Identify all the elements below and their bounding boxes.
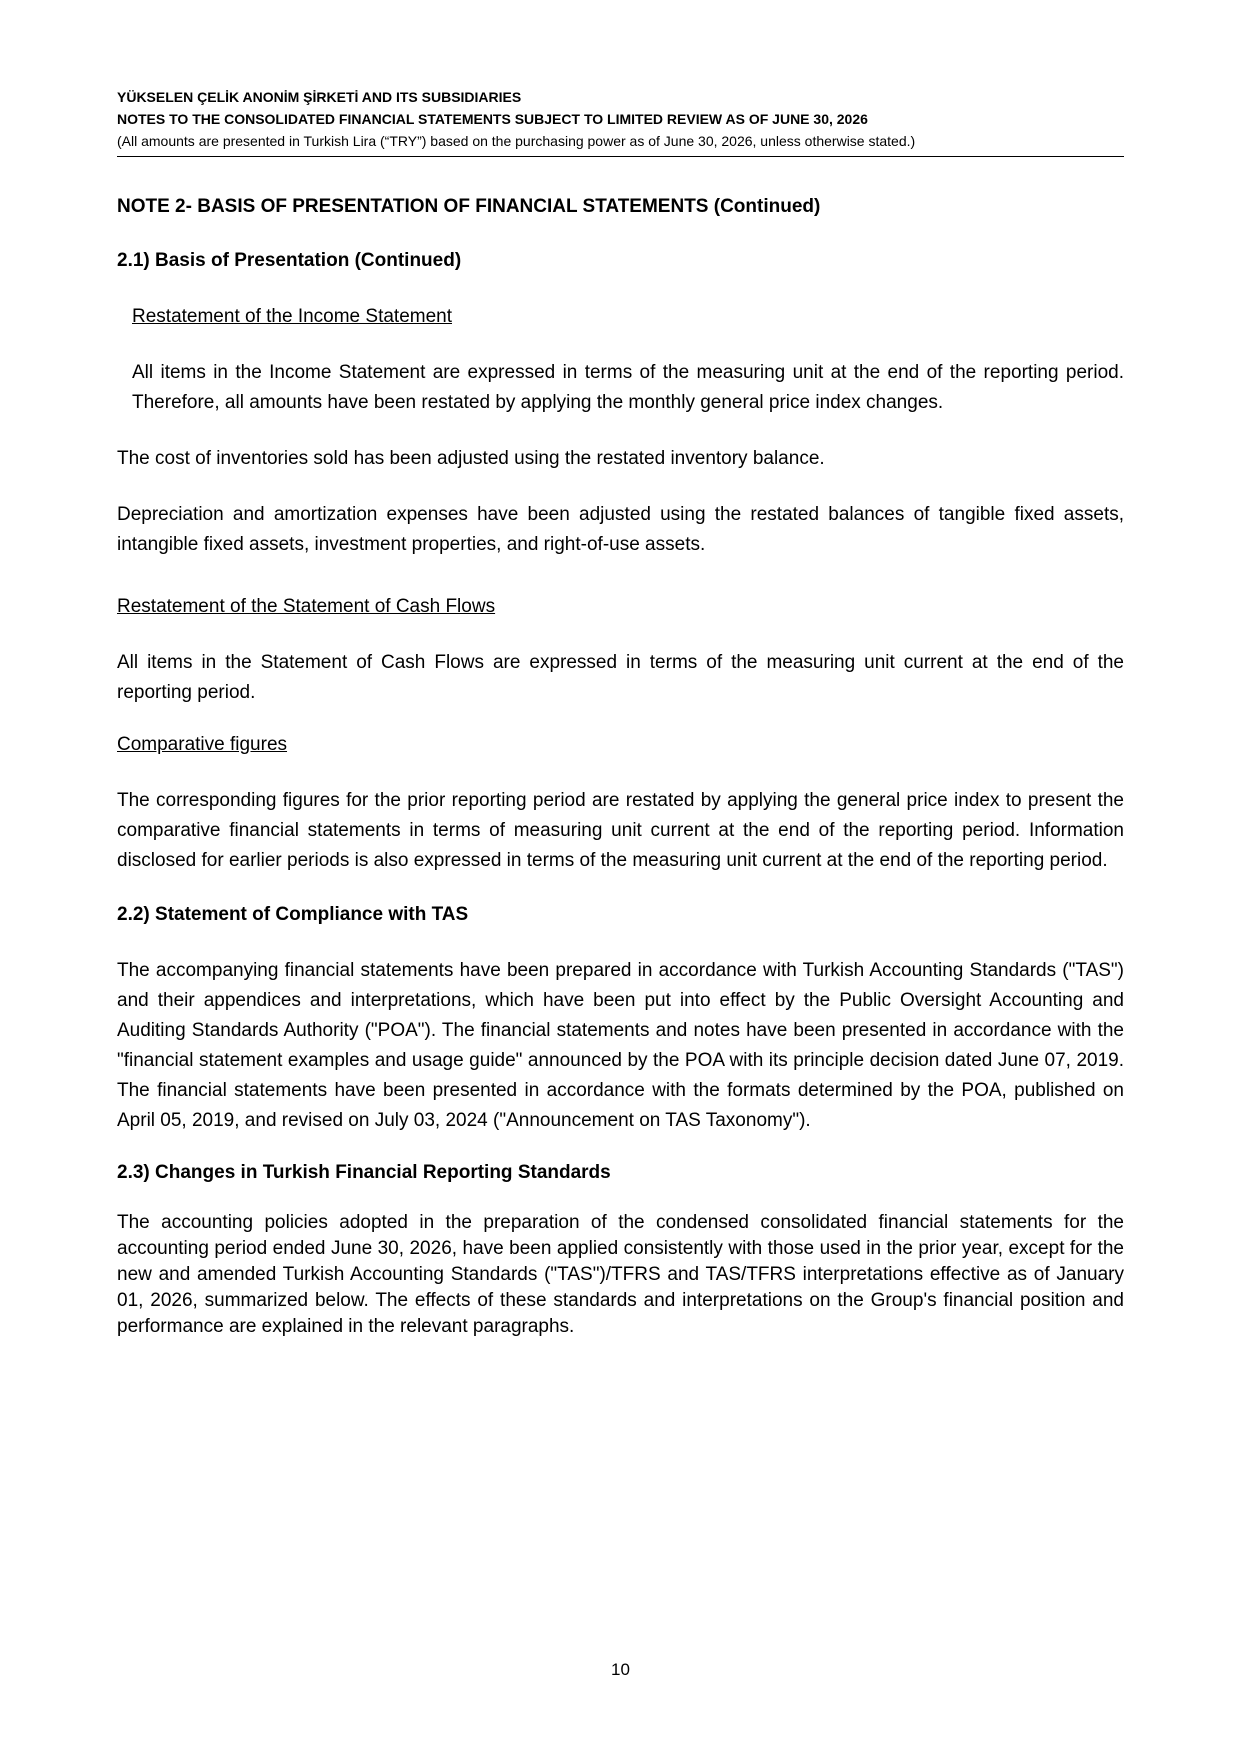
section-2-1-heading: 2.1) Basis of Presentation (Continued) xyxy=(117,250,462,271)
cash-flows-heading: Restatement of the Statement of Cash Flows xyxy=(117,596,496,617)
tfrs-changes-paragraph: The accounting policies adopted in the preparation of the condensed consolidated financial statements for the accounting period ended June 30, 2026, have been applied consistently with those used in the prior year, except for the new and amended Turkish Accounting Standards ("TAS")/TFRS and TAS/TFRS interpretations effective as of January 01, 2026, summarized below. The effects of these standards and interpretations on the Group's financial position and performance are explained in the relevant paragraphs. xyxy=(117,1212,1124,1337)
page-header xyxy=(117,86,1124,157)
company-name: YÜKSELEN ÇELİK ANONİM ŞİRKETİ AND ITS SUBSIDIARIES xyxy=(117,89,522,105)
comparative-figures-paragraph: The corresponding figures for the prior reporting period are restated by applying the general price index to present the comparative financial statements in terms of measuring unit current at the end of the reporting period. Information disclosed for earlier periods is also expressed in terms of the measuring unit current at the end of the reporting period. xyxy=(117,790,1124,871)
income-paragraph-1: All items in the Income Statement are expressed in terms of the measuring unit at the end of the reporting period. Therefore, all amounts have been restated by applying the monthly general price index changes. xyxy=(132,362,1124,413)
note-heading: NOTE 2- BASIS OF PRESENTATION OF FINANCIAL STATEMENTS (Continued) xyxy=(117,196,821,217)
compliance-paragraph: The accompanying financial statements have been prepared in accordance with Turkish Accounting Standards ("TAS") and their appendices and interpretations, which have been put into effect by the Public Oversight Accounting and Auditing Standards Authority ("POA"). The financial statements and notes have been presented in accordance with the "financial statement examples and usage guide" announced by the POA with its principle decision dated June 07, 2019. The financial statements have been presented in accordance with the formats determined by the POA, published on April 05, 2019, and revised on July 03, 2024 ("Announcement on TAS Taxonomy"). xyxy=(117,960,1124,1131)
document-subtitle: (All amounts are presented in Turkish Lira (“TRY”) based on the purchasing power as of June 30, 2026, unless otherwise stated.) xyxy=(117,133,916,149)
income-paragraph-2: The cost of inventories sold has been adjusted using the restated inventory balance. xyxy=(117,448,825,469)
page-content xyxy=(117,196,1124,1340)
income-paragraph-3: Depreciation and amortization expenses have been adjusted using the restated balances of tangible fixed assets, intangible fixed assets, investment properties, and right-of-use assets. xyxy=(117,504,1124,555)
section-2-3-heading: 2.3) Changes in Turkish Financial Reporting Standards xyxy=(117,1162,611,1183)
section-2-2-heading: 2.2) Statement of Compliance with TAS xyxy=(117,904,469,925)
page-number: 10 xyxy=(611,1660,630,1679)
document-title: NOTES TO THE CONSOLIDATED FINANCIAL STATEMENTS SUBJECT TO LIMITED REVIEW AS OF JUNE 30, 2026 xyxy=(117,111,868,127)
cash-flows-paragraph: All items in the Statement of Cash Flows are expressed in terms of the measuring unit current at the end of the reporting period. xyxy=(117,652,1124,703)
comparative-figures-heading: Comparative figures xyxy=(117,734,288,755)
income-statement-heading: Restatement of the Income Statement xyxy=(132,306,453,327)
